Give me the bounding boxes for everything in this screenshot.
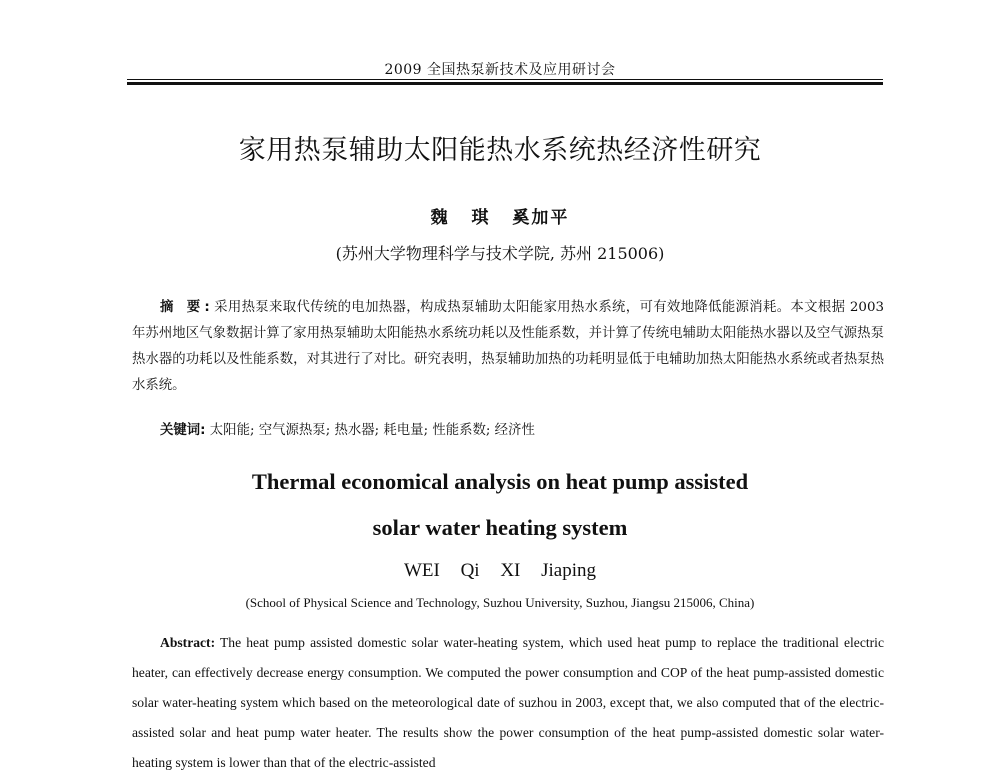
english-title-line-2: solar water heating system	[372, 515, 628, 540]
chinese-title: 家用热泵辅助太阳能热水系统热经济性研究	[238, 135, 762, 166]
english-title-line-1: Thermal economical analysis on heat pump assisted	[251, 469, 749, 494]
running-header: 2009 全国热泵新技术及应用研讨会	[384, 62, 616, 78]
chinese-authors: 魏 琪 奚加平	[430, 208, 570, 228]
chinese-keywords	[160, 419, 535, 438]
english-authors: WEI Qi XI Jiaping	[403, 560, 597, 581]
english-abstract	[132, 628, 884, 778]
english-affiliation: (School of Physical Science and Technology, Suzhou University, Suzhou, Jiangsu 215006, China)	[245, 595, 755, 610]
chinese-keywords-text: 太阳能; 空气源热泵; 热水器; 耗电量; 性能系数; 经济性	[209, 423, 535, 438]
chinese-keywords-label: 关键词:	[160, 423, 206, 438]
english-abstract-label: Abstract:	[160, 635, 216, 650]
chinese-abstract	[132, 295, 884, 399]
header-rule-thin	[127, 79, 883, 80]
header-rule-thick	[127, 82, 883, 85]
english-abstract-text: The heat pump assisted domestic solar water-heating system, which used heat pump to replace the traditional electric heater, can effectively decrease energy consumption. We computed the power consumption and COP of the heat pump-assisted domestic solar water-heating system which based on the meteorological date of suzhou in 2003, except that, we also computed that of the electric-assisted solar and heat pump water heater. The results show the power consumption of the heat pump-assisted domestic solar water-heating system is lower than that of the electric-assisted	[132, 635, 884, 770]
chinese-abstract-label: 摘 要:	[160, 300, 214, 315]
chinese-abstract-text: 采用热泵来取代传统的电加热器，构成热泵辅助太阳能家用热水系统，可有效地降低能源消耗。本文根据 2003 年苏州地区气象数据计算了家用热泵辅助太阳能热水系统功耗以及性能系数，并计算了传统电辅助太阳能热水器以及空气源热泵热水器的功耗以及性能系数，对其进行了对比。研究表明，热泵辅助加热的功耗明显低于电辅助加热太阳能热水系统或者热泵热水系统。	[132, 300, 884, 393]
chinese-affiliation: (苏州大学物理科学与技术学院, 苏州 215006)	[335, 244, 665, 263]
